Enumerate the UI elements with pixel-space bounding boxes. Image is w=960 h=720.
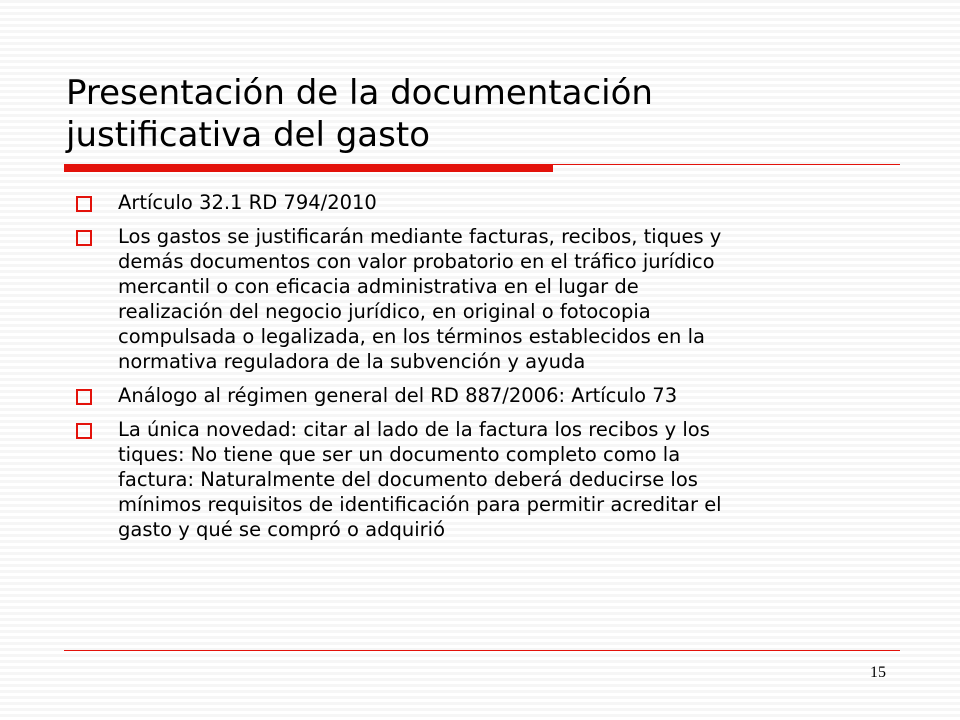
- bullet-text-line: demás documentos con valor probatorio en el tráfico jurídico: [118, 250, 715, 273]
- bullet-text-line: mínimos requisitos de identificación para permitir acreditar el: [118, 493, 722, 516]
- hollow-square-bullet-icon: [76, 423, 92, 439]
- bullet-text-line: Artículo 32.1 RD 794/2010: [118, 191, 377, 214]
- bullet-text-line: realización del negocio jurídico, en original o fotocopia: [118, 300, 651, 323]
- slide-title-line: justificativa del gasto: [66, 115, 430, 155]
- title-underline-thick: [64, 164, 553, 172]
- bullet-text-line: factura: Naturalmente del documento deberá deducirse los: [118, 468, 698, 491]
- bullet-item: [74, 190, 874, 215]
- bullet-text-line: normativa reguladora de la subvención y ayuda: [118, 350, 586, 373]
- bullet-text-line: mercantil o con eficacia administrativa en el lugar de: [118, 275, 639, 298]
- bullet-list: [74, 190, 874, 551]
- footer-divider: [64, 650, 900, 651]
- bullet-item: [74, 224, 874, 374]
- hollow-square-bullet-icon: [76, 230, 92, 246]
- bullet-text-line: compulsada o legalizada, en los términos establecidos en la: [118, 325, 705, 348]
- page-number: 15: [870, 664, 886, 681]
- bullet-text-line: Análogo al régimen general del RD 887/2006: Artículo 73: [118, 384, 678, 407]
- bullet-item: [74, 417, 874, 542]
- bullet-text-line: La única novedad: citar al lado de la factura los recibos y los: [118, 418, 710, 441]
- slide-title: [66, 72, 886, 156]
- bullet-text-line: gasto y qué se compró o adquirió: [118, 518, 446, 541]
- bullet-text-line: Los gastos se justificarán mediante facturas, recibos, tiques y: [118, 225, 722, 248]
- bullet-text-line: tiques: No tiene que ser un documento completo como la: [118, 443, 681, 466]
- hollow-square-bullet-icon: [76, 389, 92, 405]
- hollow-square-bullet-icon: [76, 196, 92, 212]
- slide-title-line: Presentación de la documentación: [66, 73, 653, 113]
- title-underline-thin: [553, 164, 900, 165]
- bullet-item: [74, 383, 874, 408]
